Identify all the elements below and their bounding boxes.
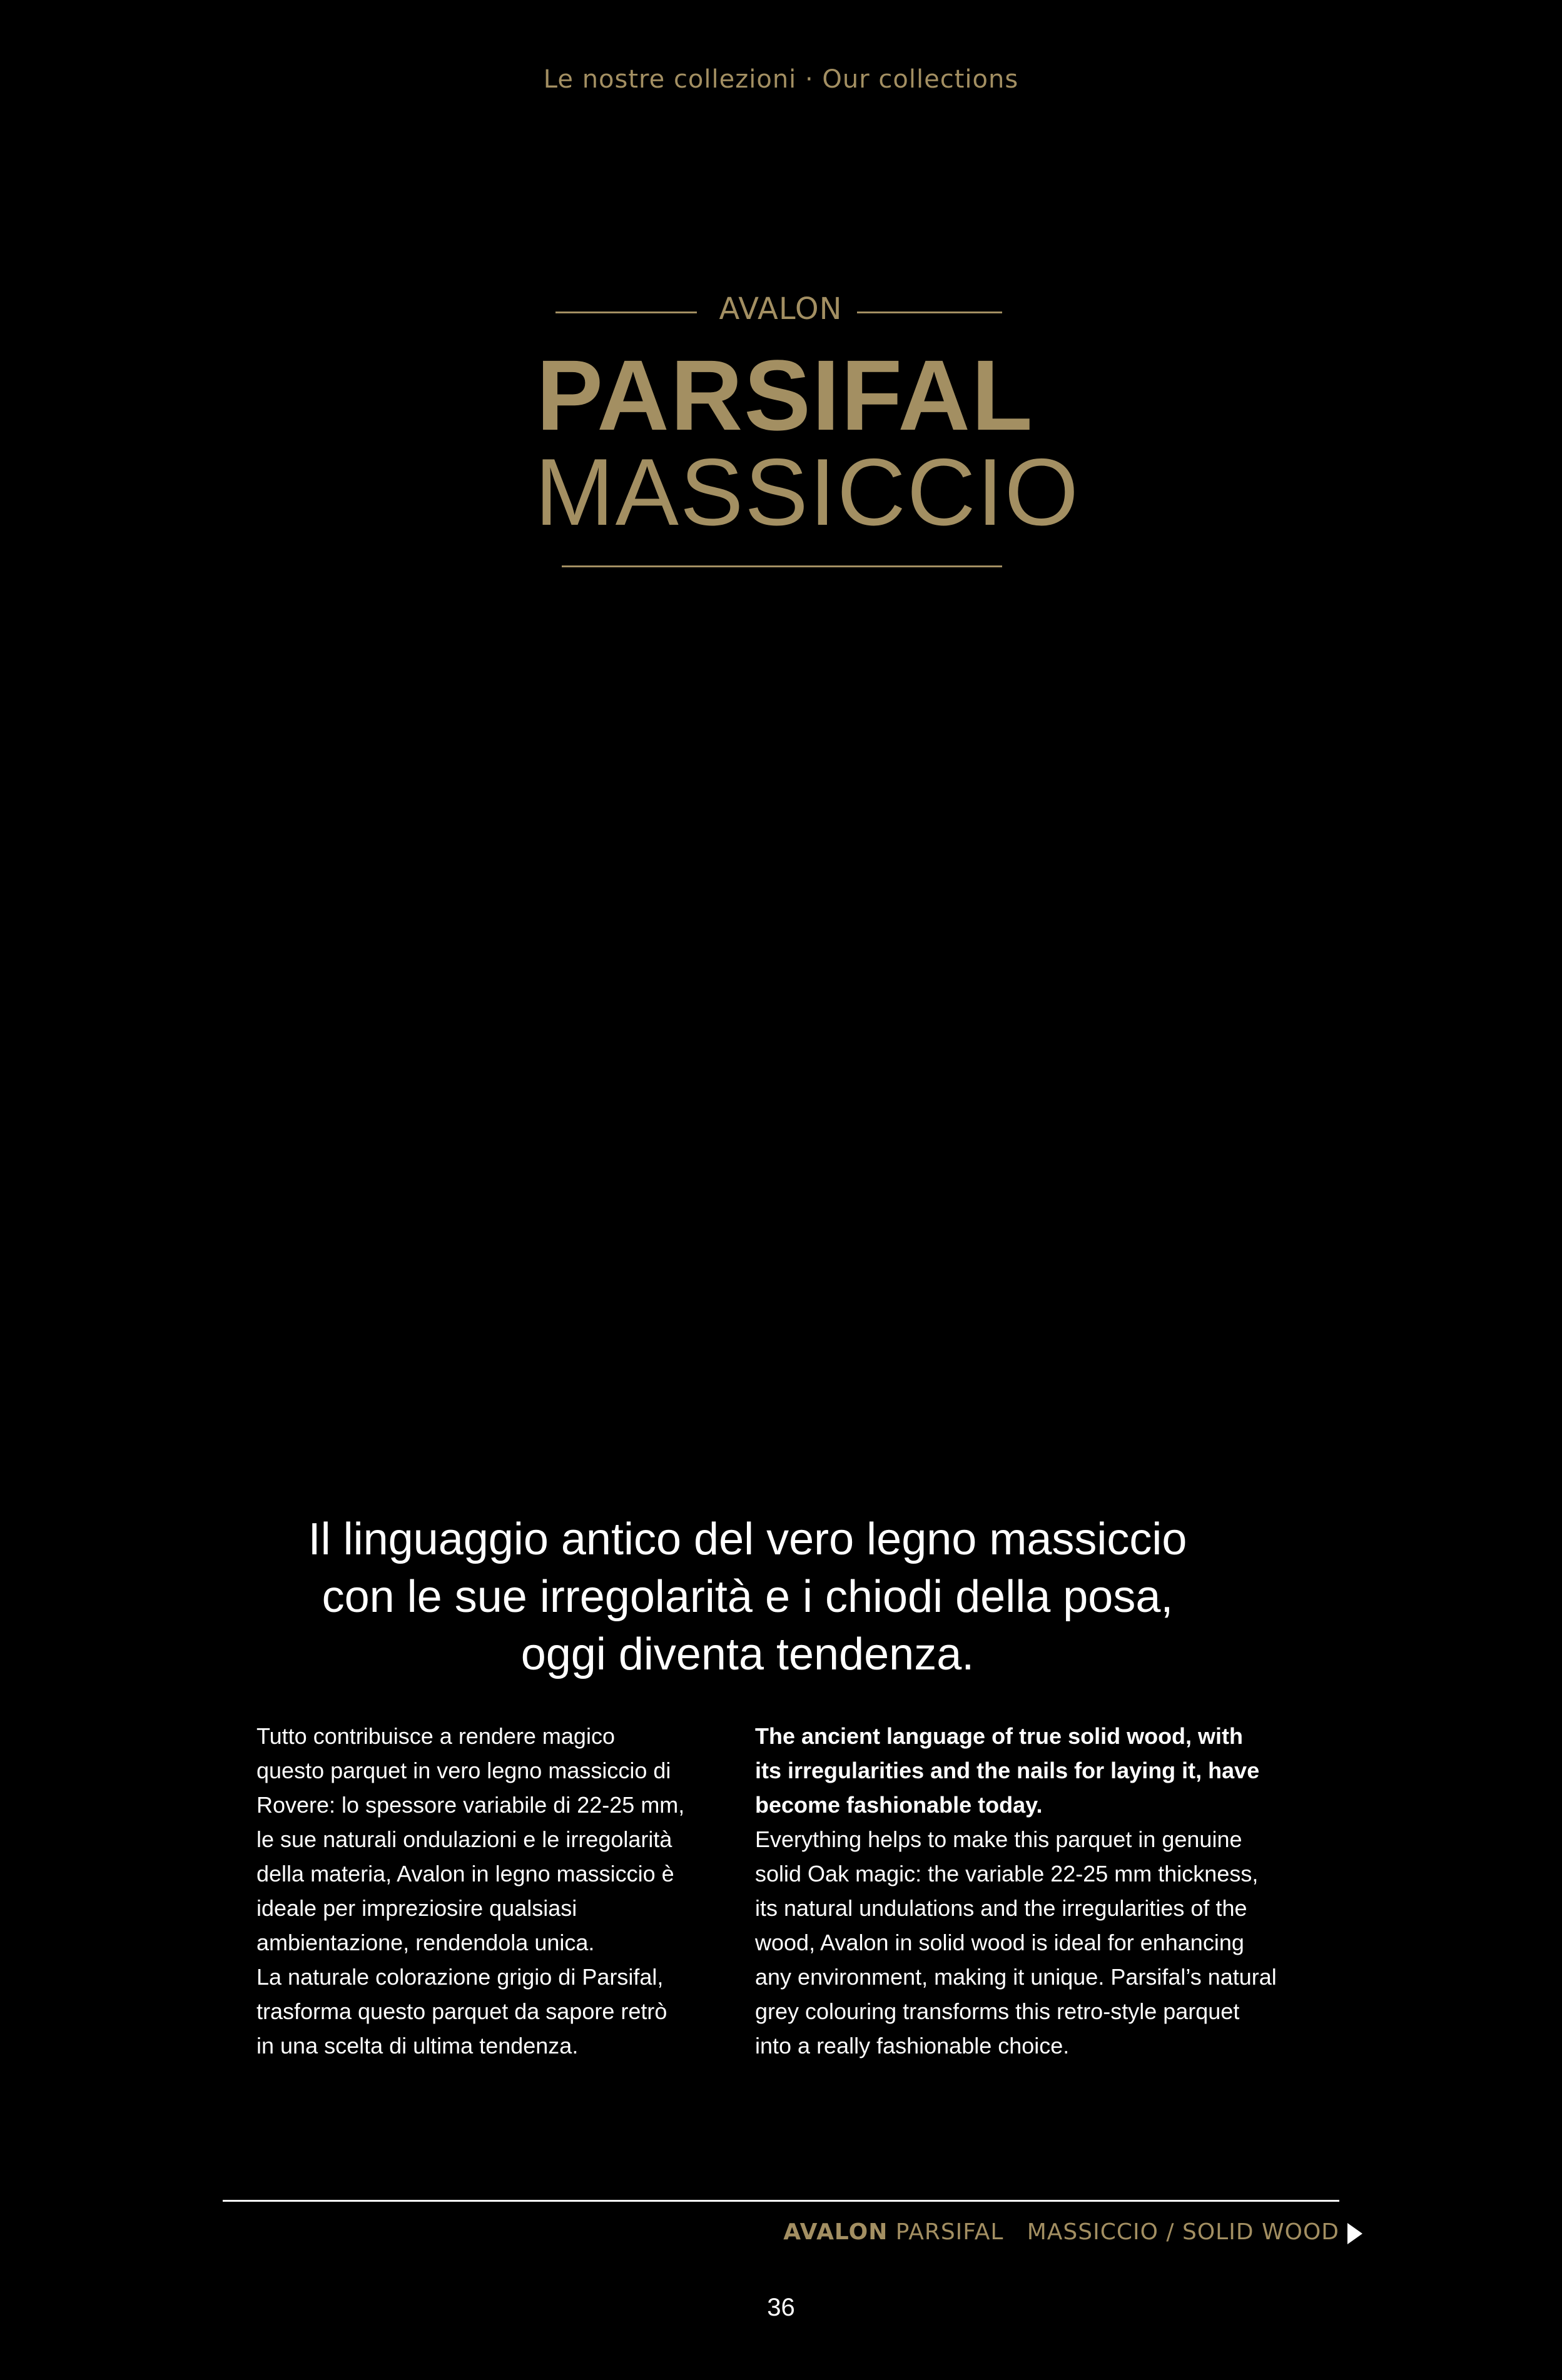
body-line: Tutto contribuisce a rendere magico <box>256 1723 615 1749</box>
body-line: della materia, Avalon in legno massiccio è <box>256 1861 674 1886</box>
body-english <box>755 1719 1312 2063</box>
body-line: La naturale colorazione grigio di Parsifal, <box>256 1964 664 1990</box>
body-line: ambientazione, rendendola unica. <box>256 1930 595 1955</box>
body-italian <box>256 1719 719 2063</box>
page-number: 36 <box>767 2294 795 2321</box>
footer-product: PARSIFAL <box>895 2219 1004 2245</box>
footer-divider <box>223 2200 1339 2202</box>
footer-product-label <box>783 2219 1339 2245</box>
body-line: any environment, making it unique. Parsifal’s natural <box>755 1964 1277 1990</box>
body-lead-line: become fashionable today. <box>755 1792 1043 1818</box>
body-line: trasforma questo parquet da sapore retrò <box>256 1998 667 2024</box>
headline <box>188 1511 1307 1683</box>
body-line: solid Oak magic: the variable 22-25 mm thickness, <box>755 1861 1259 1886</box>
headline-line: oggi diventa tendenza. <box>520 1629 975 1679</box>
section-header: Le nostre collezioni · Our collections <box>543 65 1019 94</box>
body-lead-line: The ancient language of true solid wood, with <box>755 1723 1244 1749</box>
body-line: le sue naturali ondulazioni e le irregolarità <box>256 1826 672 1852</box>
body-line: grey colouring transforms this retro-style parquet <box>755 1998 1240 2024</box>
brand-label: AVALON <box>719 291 843 327</box>
title-rule-right <box>857 311 1002 313</box>
title-rule-bottom <box>562 565 1002 567</box>
body-line: into a really fashionable choice. <box>755 2033 1070 2058</box>
headline-line: Il linguaggio antico del vero legno massiccio <box>308 1514 1187 1564</box>
product-title: PARSIFAL <box>536 339 1034 451</box>
body-line: questo parquet in vero legno massiccio di <box>256 1758 671 1783</box>
body-line: its natural undulations and the irregularities of the <box>755 1895 1247 1921</box>
body-lead-line: its irregularities and the nails for laying it, have <box>755 1758 1260 1783</box>
body-line: Everything helps to make this parquet in genuine <box>755 1826 1242 1852</box>
play-arrow-icon <box>1347 2223 1362 2244</box>
body-line: in una scelta di ultima tendenza. <box>256 2033 579 2058</box>
footer-category: MASSICCIO / SOLID WOOD <box>1027 2219 1339 2245</box>
product-subtitle: MASSICCIO <box>535 439 1080 545</box>
footer-brand: AVALON <box>783 2219 888 2245</box>
headline-line: con le sue irregolarità e i chiodi della posa, <box>322 1572 1174 1622</box>
title-rule-left <box>555 311 697 313</box>
body-line: wood, Avalon in solid wood is ideal for enhancing <box>755 1930 1244 1955</box>
body-line: ideale per impreziosire qualsiasi <box>256 1895 577 1921</box>
body-line: Rovere: lo spessore variabile di 22-25 mm, <box>256 1792 685 1818</box>
